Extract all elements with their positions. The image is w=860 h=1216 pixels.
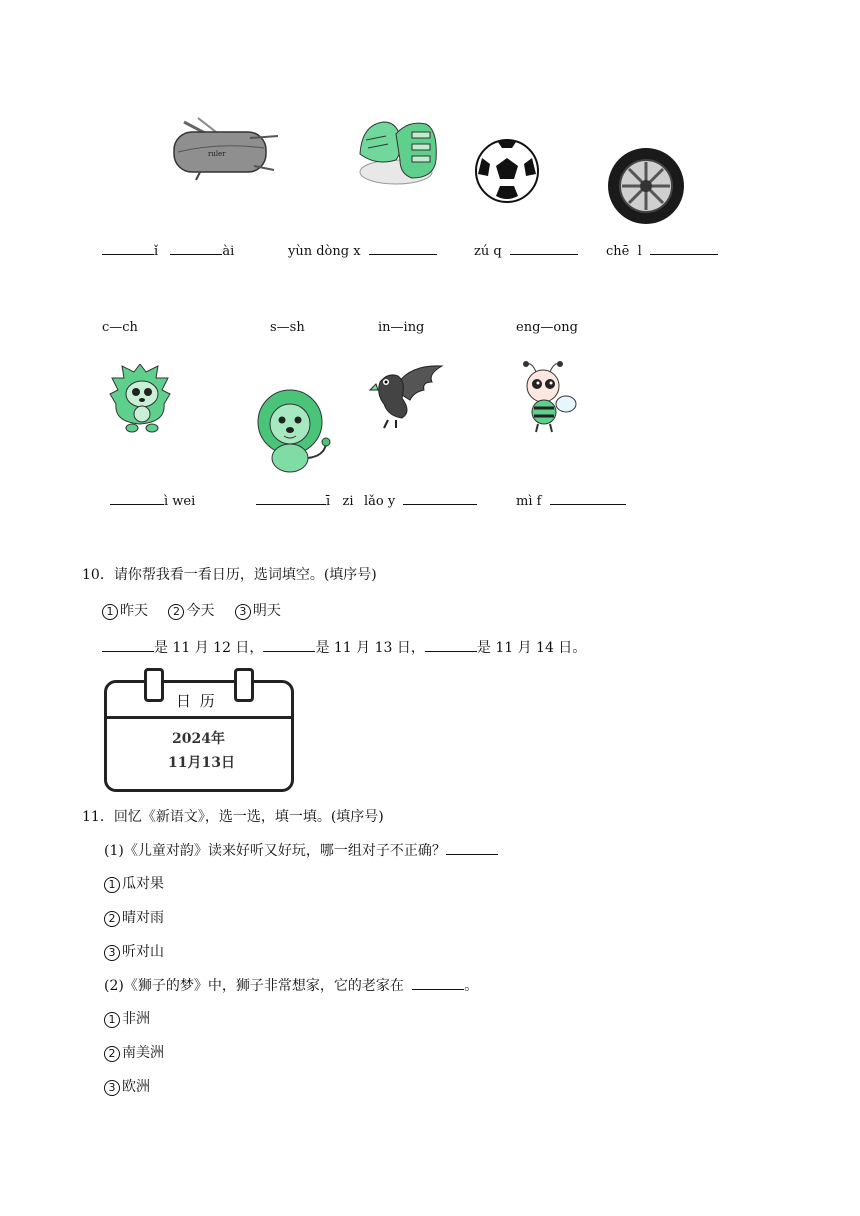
option-text: 非洲 [122, 1011, 150, 1027]
answer-blank[interactable] [110, 493, 164, 505]
option-item[interactable] [102, 603, 148, 619]
answer-blank[interactable] [263, 640, 315, 652]
calendar-divider [104, 716, 294, 719]
answer-blank[interactable] [510, 243, 578, 255]
option-text: 瓜对果 [122, 876, 164, 892]
option-number: 3 [104, 1080, 120, 1096]
pinyin-part: zú q [474, 244, 502, 259]
option-text: 昨天 [120, 603, 148, 619]
answer-blank[interactable] [369, 243, 437, 255]
option-text: 明天 [252, 603, 281, 619]
pinyin-part: ì wei [164, 494, 196, 509]
option-text: 欧洲 [122, 1079, 150, 1095]
sentence-part: 是 11 月 14 日。 [476, 640, 587, 656]
pinyin-part: yùn dòng x [288, 244, 361, 259]
hedgehog-icon [108, 364, 174, 434]
question-10-title: 10．请你帮我看一看日历，选词填空。(填序号) [82, 567, 377, 583]
pinyin-label-pencil-case [102, 243, 234, 259]
question-11-sub2 [104, 975, 478, 995]
option-number: 2 [168, 604, 184, 620]
sound-pair: in—ing [378, 320, 425, 335]
answer-blank[interactable] [650, 243, 718, 255]
pinyin-label-lion [256, 493, 354, 509]
answer-blank[interactable] [102, 640, 154, 652]
pinyin-part: mì f [516, 494, 542, 509]
option-number: 1 [104, 1012, 120, 1028]
option-item[interactable] [104, 1042, 164, 1062]
sound-pair: eng—ong [516, 320, 578, 335]
pinyin-part: chē l [606, 244, 642, 259]
calendar-ring [144, 668, 164, 702]
option-number: 1 [102, 604, 118, 620]
option-text: 南美洲 [122, 1045, 164, 1061]
option-number: 3 [104, 945, 120, 961]
pencil-case-icon [170, 112, 282, 182]
calendar-header: 日 历 [176, 692, 217, 710]
question-10-options [102, 600, 281, 620]
question-11-sub1 [104, 840, 498, 860]
answer-blank[interactable] [256, 493, 326, 505]
pinyin-label-eagle [364, 493, 477, 509]
sub-question-suffix: 。 [464, 978, 479, 994]
question-11-title: 11．回忆《新语文》，选一选，填一填。(填序号) [82, 809, 384, 825]
pinyin-label-soccer-ball [474, 243, 578, 259]
option-number: 1 [104, 877, 120, 893]
eagle-icon [366, 360, 444, 432]
sentence-part: 是 11 月 12 日， [154, 640, 264, 656]
answer-blank[interactable] [412, 978, 464, 990]
answer-blank[interactable] [403, 493, 477, 505]
sub-question-prompt: (2)《狮子的梦》中，狮子非常想家，它的老家在 [104, 978, 404, 994]
question-10-sentence [102, 637, 586, 657]
option-item[interactable] [104, 1076, 150, 1096]
calendar-date: 11月13日 [168, 755, 235, 771]
sub-question-prompt: (1)《儿童对韵》读来好听又好玩，哪一组对子不正确？ [104, 843, 446, 859]
soccer-ball-icon [474, 138, 540, 204]
sneakers-icon [356, 114, 442, 186]
option-text: 听对山 [122, 944, 164, 960]
option-item[interactable] [104, 941, 164, 961]
pinyin-label-sneakers [288, 243, 437, 259]
option-text: 晴对雨 [122, 910, 164, 926]
svg-text:ruler: ruler [208, 150, 226, 158]
sound-pair: c—ch [102, 320, 138, 335]
option-item[interactable] [104, 907, 164, 927]
sound-pair: s—sh [270, 320, 305, 335]
pinyin-label-bee [516, 493, 626, 509]
pinyin-part: ī zi [326, 494, 354, 509]
option-text: 今天 [186, 603, 215, 619]
pinyin-label-hedgehog [110, 493, 195, 509]
option-number: 2 [104, 1046, 120, 1062]
option-item[interactable] [104, 873, 164, 893]
lion-icon [254, 386, 332, 474]
calendar-year: 2024年 [172, 731, 225, 747]
answer-blank[interactable] [102, 243, 154, 255]
pinyin-part: lǎo y [364, 494, 396, 509]
calendar [104, 668, 294, 790]
option-item[interactable] [168, 603, 214, 619]
pinyin-part: ǐ [154, 244, 159, 259]
option-item[interactable] [235, 603, 281, 619]
option-number: 2 [104, 911, 120, 927]
bee-icon [514, 360, 580, 434]
answer-blank[interactable] [425, 640, 477, 652]
pinyin-part: ài [222, 244, 235, 259]
sentence-part: 是 11 月 13 日， [315, 640, 425, 656]
option-item[interactable] [104, 1008, 150, 1028]
calendar-ring [234, 668, 254, 702]
answer-blank[interactable] [170, 243, 222, 255]
answer-blank[interactable] [446, 843, 498, 855]
wheel-icon [606, 146, 686, 226]
answer-blank[interactable] [550, 493, 626, 505]
option-number: 3 [235, 604, 251, 620]
pinyin-label-wheel [606, 243, 718, 259]
